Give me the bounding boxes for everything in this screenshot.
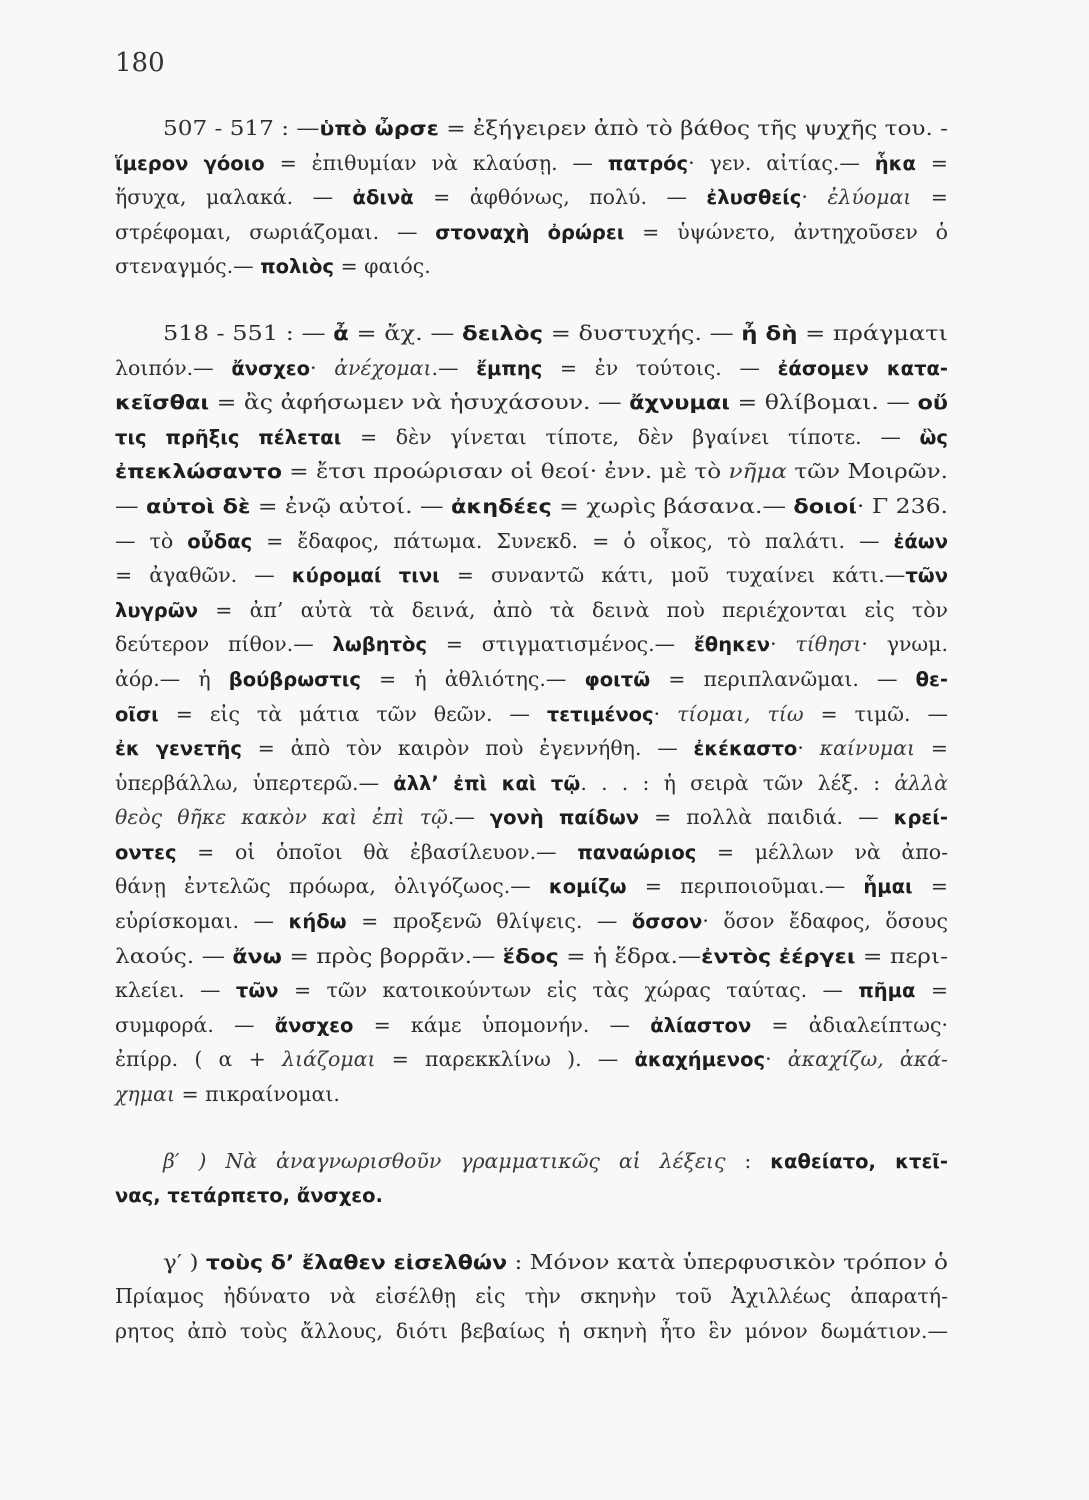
headword: στοναχὴ ὀρώρει [435,220,625,244]
text-line [115,558,948,593]
gloss-text: = ἀπὸ τὸν καιρὸν ποὺ ἐγεννήθη. — [241,736,694,761]
gloss-text: = ἀδιαλείπτως· [751,1012,948,1037]
gloss-text: = [915,978,948,1003]
text-line [115,489,948,524]
text-line [115,249,948,284]
text-line [115,111,948,146]
headword: κύρομαί τινι [291,564,440,588]
headword: θε- [915,667,948,691]
headword: οὔ [917,391,948,415]
text-line-content [115,524,948,560]
headword: τοὺς δ’ ἔλαθεν εἰσελθών [205,1250,508,1274]
gloss-text: · γνωμ. [861,632,948,657]
text-line [115,180,948,215]
text-line-content [115,489,948,525]
gloss-text: λοιπόν.— [115,355,232,380]
gloss-text: = πολλὰ παιδιά. — [639,805,894,830]
gloss-text: · Γ 236. [856,493,948,518]
gloss-text: .— [447,805,490,830]
gloss-text: = ἐν τούτοις. — [542,355,778,380]
headword: τετιμένος [546,702,654,726]
gloss-text: = ἐπιθυμίαν νὰ κλαύσῃ. — [264,150,608,175]
gloss-text: = ἡ ἕδρα.— [558,943,702,968]
headword: κρεί- [893,806,948,830]
text-line-content [115,351,948,387]
text-line [115,1178,948,1213]
gloss-text: θάνῃ ἐντελῶς πρόωρα, ὀλιγόζωος.— [115,874,549,899]
text-line [115,420,948,455]
text-line [115,351,948,386]
headword: λυγρῶν [115,598,198,622]
gloss-text: — τὸ [115,528,188,553]
headword: νας, τετάρπετο, ἄνσχεο. [115,1184,383,1208]
text-line [115,939,948,974]
gloss-text: = ἔδαφος, πάτωμα. Συνεκδ. = ὁ οἶκος, τὸ παλάτι. — [252,528,894,553]
text-line-content [115,1077,340,1112]
gloss-text: = [911,185,948,210]
headword: ἄνω [232,944,282,968]
gloss-text: .— [431,355,477,380]
text-line [115,904,948,939]
gloss-text: ρητος ἀπὸ τοὺς ἄλλους, διότι βεβαίως ἡ σκηνὴ ἦτο ἓν μόνον δωμάτιον.— [115,1319,948,1343]
headword: ὑπὸ ὦρσε [319,117,439,140]
gloss-text: = ἄχ. — [348,320,463,345]
gloss-text: = οἱ ὁποῖοι θὰ ἐβασίλευον.— [176,839,578,864]
gloss-text: ἀόρ.— ἡ [115,666,229,691]
gloss-text: · [653,701,678,726]
gloss-text: — [115,493,146,518]
italic-form: θεὸς θῆκε κακὸν καὶ ἐπὶ τῷ [115,805,448,830]
text-line-content [115,1279,948,1314]
headword: ἐκέκαστο [693,737,798,761]
text-line-content [163,1245,948,1281]
gloss-text: = ἐξήγειρεν ἀπὸ τὸ βάθος τῆς ψυχῆς του. - [438,116,948,140]
gloss-text: = τιμῶ. — [803,701,948,726]
headword: αὐτοὶ δὲ [145,494,251,518]
headword: γονὴ παίδων [489,806,640,830]
gloss-text: = πράγματι [797,320,948,345]
gloss-text: λαούς. — [115,943,233,968]
text-line-content [115,1008,948,1044]
text-line-content [115,904,948,940]
paragraph [115,1245,948,1349]
gloss-text: = ἀπ’ αὐτὰ τὰ δεινά, ἀπὸ τὰ δεινὰ ποὺ περιέχονται εἰς τὸν [197,597,948,622]
headword: καθείατο, κτεῖ- [770,1149,948,1173]
gloss-text: = φαιός. [333,254,431,279]
text-line-content [115,869,948,905]
headword: ἀκηδέες [451,494,552,518]
gloss-text: τῶν Μοιρῶν. [787,459,949,484]
headword: κήδω [288,910,347,934]
headword: ἧμαι [863,875,913,899]
headword: ἵμερον γόοιο [115,151,265,175]
headword: ἄνσχεο [231,356,311,380]
gloss-text: στρέφομαι, σωριάζομαι. — [115,219,436,244]
gloss-text: = πρὸς βορρᾶν.— [281,943,503,968]
paragraph [115,316,948,1112]
headword: ἔθηκεν [693,633,771,657]
gloss-text: = τῶν κατοικούντων εἰς τὰς χώρας ταύτας. — [278,978,859,1003]
headword: ἐλυσθείς [706,186,802,210]
italic-form: β′ ) Νὰ ἀναγνωρισθοῦν γραμματικῶς αἱ λέξεις [163,1148,726,1173]
text-line [115,1314,948,1349]
headword: ἀδινὰ [352,186,414,210]
headword: οῖσι [115,702,159,726]
gloss-text: κλείει. — [115,978,236,1003]
gloss-text: = ὑψώνετο, ἀντηχοῦσεν ὁ [624,219,948,244]
headword: πατρός [607,151,689,175]
italic-form: νῆμα [728,459,788,484]
gloss-text: = δυστυχής. — [543,320,742,345]
text-line-content [115,385,948,421]
headword: ἀλίαστον [650,1013,752,1037]
gloss-text: ἐπίρρ. ( α + [115,1047,282,1072]
text-line [115,973,948,1008]
headword: ἐάσομεν κατα- [777,356,948,380]
text-line-content [115,180,948,216]
gloss-text: = πικραίνομαι. [174,1082,340,1107]
text-line [115,385,948,420]
gloss-text: : [725,1148,771,1173]
text-line-content [163,1144,948,1180]
headword: τῶν [235,979,279,1003]
gloss-text: = περιποιοῦμαι.— [626,874,864,899]
text-line [115,766,948,801]
headword: κεῖσθαι [115,391,210,415]
text-line-content [115,731,948,767]
text-line [115,627,948,662]
headword: λωβητὸς [332,633,428,657]
italic-form: καίνυμαι [819,736,916,761]
text-line-content [115,558,948,594]
italic-form: λιάζομαι [281,1047,376,1072]
headword: πολιὸς [260,255,334,279]
gloss-text: · γεν. αἰτίας.— [688,150,875,175]
gloss-text: εὑρίσκομαι. — [115,909,289,934]
gloss-text: ὑπερβάλλω, ὑπερτερῶ.— [115,770,394,795]
gloss-text: = συναντῶ κάτι, μοῦ τυχαίνει κάτι.— [439,563,906,588]
text-line [115,697,948,732]
page-number: 180 [115,48,165,78]
text-line-content [115,766,948,802]
text-line-content [115,420,948,456]
headword: ἕδος [502,944,559,968]
gloss-text: = περι- [855,943,948,968]
headword: ἀλλ’ ἐπὶ καὶ τῷ [393,771,581,795]
gloss-text: 518 - 551 : — [163,320,334,345]
text-line-content [115,939,948,975]
gloss-text: · [310,355,335,380]
headword: ὅσσον [631,910,703,934]
text-line-content [115,1178,383,1214]
headword: παναώριος [577,840,697,864]
gloss-text: = περιπλανῶμαι. — [650,666,916,691]
headword: ἐπεκλώσαντο [115,460,282,484]
headword: ἐντὸς ἐέργει [701,944,856,968]
headword: δειλὸς [462,321,544,345]
italic-form: ἀνέχομαι [334,355,432,380]
headword: ὣς [919,425,948,449]
text-line [115,835,948,870]
text-line [115,524,948,559]
headword: οὖδας [187,529,253,553]
headword: τις πρῆξις πέλεται [115,425,342,449]
gloss-text: = [912,874,948,899]
gloss-text: 507 - 517 : — [163,116,320,140]
text-line [115,731,948,766]
text-line-content [115,146,948,182]
gloss-text: = ἐνῷ αὐτοί. — [250,493,452,518]
text-line [115,869,948,904]
headword: οντες [115,840,177,864]
headword: βούβρωστις [228,667,361,691]
text-line-content [115,593,948,629]
text-line-content [115,1042,948,1078]
gloss-text: = στιγματισμένος.— [427,632,694,657]
headword: ἐάων [893,529,948,553]
gloss-text: = εἰς τὰ μάτια τῶν θεῶν. — [158,701,547,726]
gloss-text: στεναγμός.— [115,254,261,279]
italic-form: ἀλλὰ [894,770,948,795]
paragraph [115,111,948,284]
headword: ἄχνυμαι [629,391,731,415]
text-line-content [115,697,948,733]
headword: φοιτῶ [584,667,651,691]
text-line-content [115,800,948,836]
text-line [115,1144,948,1179]
text-line-content [115,215,948,251]
text-line [115,454,948,489]
gloss-text: = θλίβομαι. — [730,390,918,415]
gloss-text: = [915,150,948,175]
headword: δοιοί [793,494,857,518]
text-line-content [115,1314,948,1349]
paragraph [115,1144,948,1213]
gloss-text: = παρεκκλίνω ). — [375,1047,635,1072]
gloss-text: γ′ ) [163,1249,206,1274]
text-line-content [115,454,948,490]
text-line-content [115,835,948,871]
text-line [115,146,948,181]
headword: ἧκα [874,151,916,175]
text-line-content [115,973,948,1009]
italic-form: χημαι [115,1082,175,1107]
text-line-content [115,627,948,663]
text-line [115,1008,948,1043]
gloss-text: · [797,736,820,761]
text-line-content [115,662,948,698]
gloss-text: = κάμε ὑπομονήν. — [353,1012,651,1037]
text-line [115,1042,948,1077]
gloss-text: = ἀγαθῶν. — [115,563,292,588]
italic-form: τίθησι [795,632,862,657]
text-line-content [163,316,948,352]
gloss-text: · [765,1047,788,1072]
gloss-text: ἥσυχα, μαλακά. — [115,185,353,210]
text-line [115,662,948,697]
headword: κομίζω [548,875,627,899]
gloss-text: συμφορά. — [115,1012,275,1037]
headword: ἄνσχεο [274,1013,354,1037]
italic-form: ἐλύομαι [827,185,912,210]
gloss-text: : Μόνον κατὰ ὑπερφυσικὸν τρόπον ὁ [507,1249,948,1274]
text-line [115,215,948,250]
text-line [115,1245,948,1280]
headword: τῶν [905,564,948,588]
gloss-text: = ἀφθόνως, πολύ. — [413,185,707,210]
headword: ἐκ γενετῆς [115,737,242,761]
italic-form: τίομαι, τίω [677,701,804,726]
gloss-text: = ἡ ἀθλιότης.— [360,666,585,691]
gloss-text: = ἔτσι προώρισαν οἱ θεοί· ἐνν. μὲ τὸ [281,459,729,484]
text-line [115,800,948,835]
gloss-text: · [801,185,828,210]
text-line-content [115,249,431,285]
gloss-text: · [770,632,796,657]
text-line-content [163,111,948,147]
gloss-text: = μέλλων νὰ ἀπο- [696,839,948,864]
gloss-text: Πρίαμος ἠδύνατο νὰ εἰσέλθῃ εἰς τὴν σκηνὴν τοῦ Ἀχιλλέως ἀπαρατή- [115,1284,948,1309]
headword: πῆμα [858,979,916,1003]
headword: ἦ δὴ [741,321,798,345]
headword: ἀκαχήμενος [634,1048,766,1072]
gloss-text: = [915,736,948,761]
headword: ἆ [333,321,349,345]
italic-form: ἀκαχίζω, ἀκά- [787,1047,948,1072]
gloss-text: = χωρὶς βάσανα.— [551,493,794,518]
text-body [115,111,948,1381]
gloss-text: = δὲν γίνεται τίποτε, δὲν βγαίνει τίποτε. — [341,424,920,449]
text-line [115,316,948,351]
gloss-text: = προξενῶ θλίψεις. — [346,909,632,934]
gloss-text: δεύτερον πίθον.— [115,632,333,657]
text-line [115,1077,948,1112]
gloss-text: · ὅσον ἔδαφος, ὅσους [702,909,948,934]
text-line [115,593,948,628]
gloss-text: = ἂς ἀφήσωμεν νὰ ἡσυχάσουν. — [209,390,630,415]
text-line [115,1279,948,1314]
gloss-text: . . . : ἡ σειρὰ τῶν λέξ. : [580,770,895,795]
headword: ἔμπης [476,356,543,380]
